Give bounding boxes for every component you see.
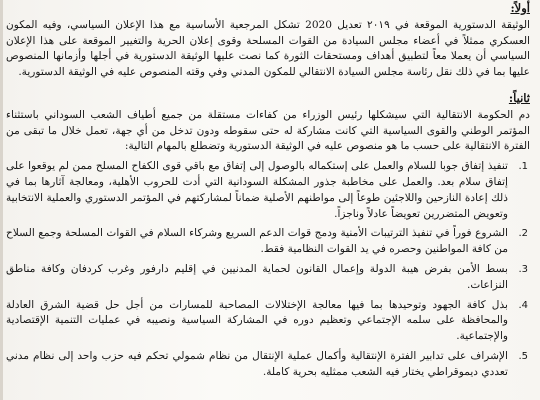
list-item-text: تنفيذ إتفاق جوبا للسلام والعمل على إستكماله بالوصول إلى إتفاق مع باقي قوى الكفاح المسلح ممن لم يوقعوا على إتفاق سلام بعد. والعمل على مخاطبة جذور المشكلة السودانية التي أدت للحروب الأهلية، ومعالجة آثارها بما في ذلك إعادة النازحين واللاجئين طوعاً إلى مواطنهم الأصلية ضماناً لمشاركتهم في المؤتمر الدستوري والعملية الانتخابية وتعويض المتضررين تعويضاً عادلاً وناجزاً. [6,160,508,220]
paragraph-first: الوثيقة الدستورية الموقعة في ٢٠١٩ تعديل 2020 تشكل المرجعية الأساسية مع هذا الإعلان السياسي، وفيه المكون العسكري ممثلاً في أعضاء مجلس السيادة من القوات المسلحة وقوى إعلان الحرية والتغيير الموقعة على هذا الإعلان السياسي أن يعملا معاً لتطبيق أهداف ومستحقات الثورة كما نصت عليها الوثيقة الدستورية في أجلها وأزمانها المنصوص عليها بما في ذلك نقل رئاسة مجلس السيادة الانتقالي للمكون المدني وفي وقته المنصوص عليه في الوثيقة الدستورية. [6,18,530,79]
page-crease [0,0,3,400]
list-item [6,262,530,294]
list-item-text: بسط الأمن بفرض هيبة الدولة وإعمال القانون لحماية المدنيين في إقليم دارفور وغرب كردفان وكافة مناطق النزاعات. [6,262,508,291]
section-heading-second: ثانياً: [508,90,530,105]
document-body [6,0,530,381]
list-item-text: الإشراف على تدابير الفترة الإنتقالية وأكمال عملية الإنتقال من نظام شمولي تحكم فيه حزب واحد إلى نظام مدني تعددي ديموقراطي يختار فيه الشعب ممثليه بحرية كاملة. [6,349,508,378]
list-item [6,226,530,258]
list-item-number: 1. [518,161,528,173]
list-item [6,349,530,381]
list-item-number: 5. [518,350,528,362]
list-item-number: 3. [518,263,528,275]
section-heading-first: أولاً: [510,1,530,15]
list-item [6,298,530,345]
list-item-number: 2. [518,228,528,240]
task-list [6,159,530,380]
list-item-text: بذل كافة الجهود وتوحيدها بما فيها معالجة الإختلالات المصاحبة للمسارات من أجل حل قضية الشرق العادلة والمحافظة على سلمه الإجتماعي وتعظيم دوره في المشاركة السياسية ونصيبه في عمليات التنمية الإقتصادية والإجتماعية. [6,298,508,343]
list-item-text: الشروع فوراً في تنفيذ الترتيبات الأمنية ودمج قوات الدعم السريع وشركاء السلام في القوات المسلحة وجمع السلاح من كافة المواطنين وحصره في يد القوات النظامية فقط. [6,227,508,256]
paragraph-second: دم الحكومة الانتقالية التي سيشكلها رئيس الوزراء من كفاءات مستقلة من جميع أطياف الشعب السوداني باستثناء المؤتمر الوطني والقوى السياسية التي كانت مشاركة له حتى سقوطه ودون تدخل من أي جهة، تعمل خلال ما تبقى من الفترة الانتقالية على حسب ما هو منصوص عليه في الوثيقة الدستورية وتضطلع بالمهام التالية: [6,108,530,153]
list-item [6,159,530,222]
list-item-number: 4. [518,299,528,311]
